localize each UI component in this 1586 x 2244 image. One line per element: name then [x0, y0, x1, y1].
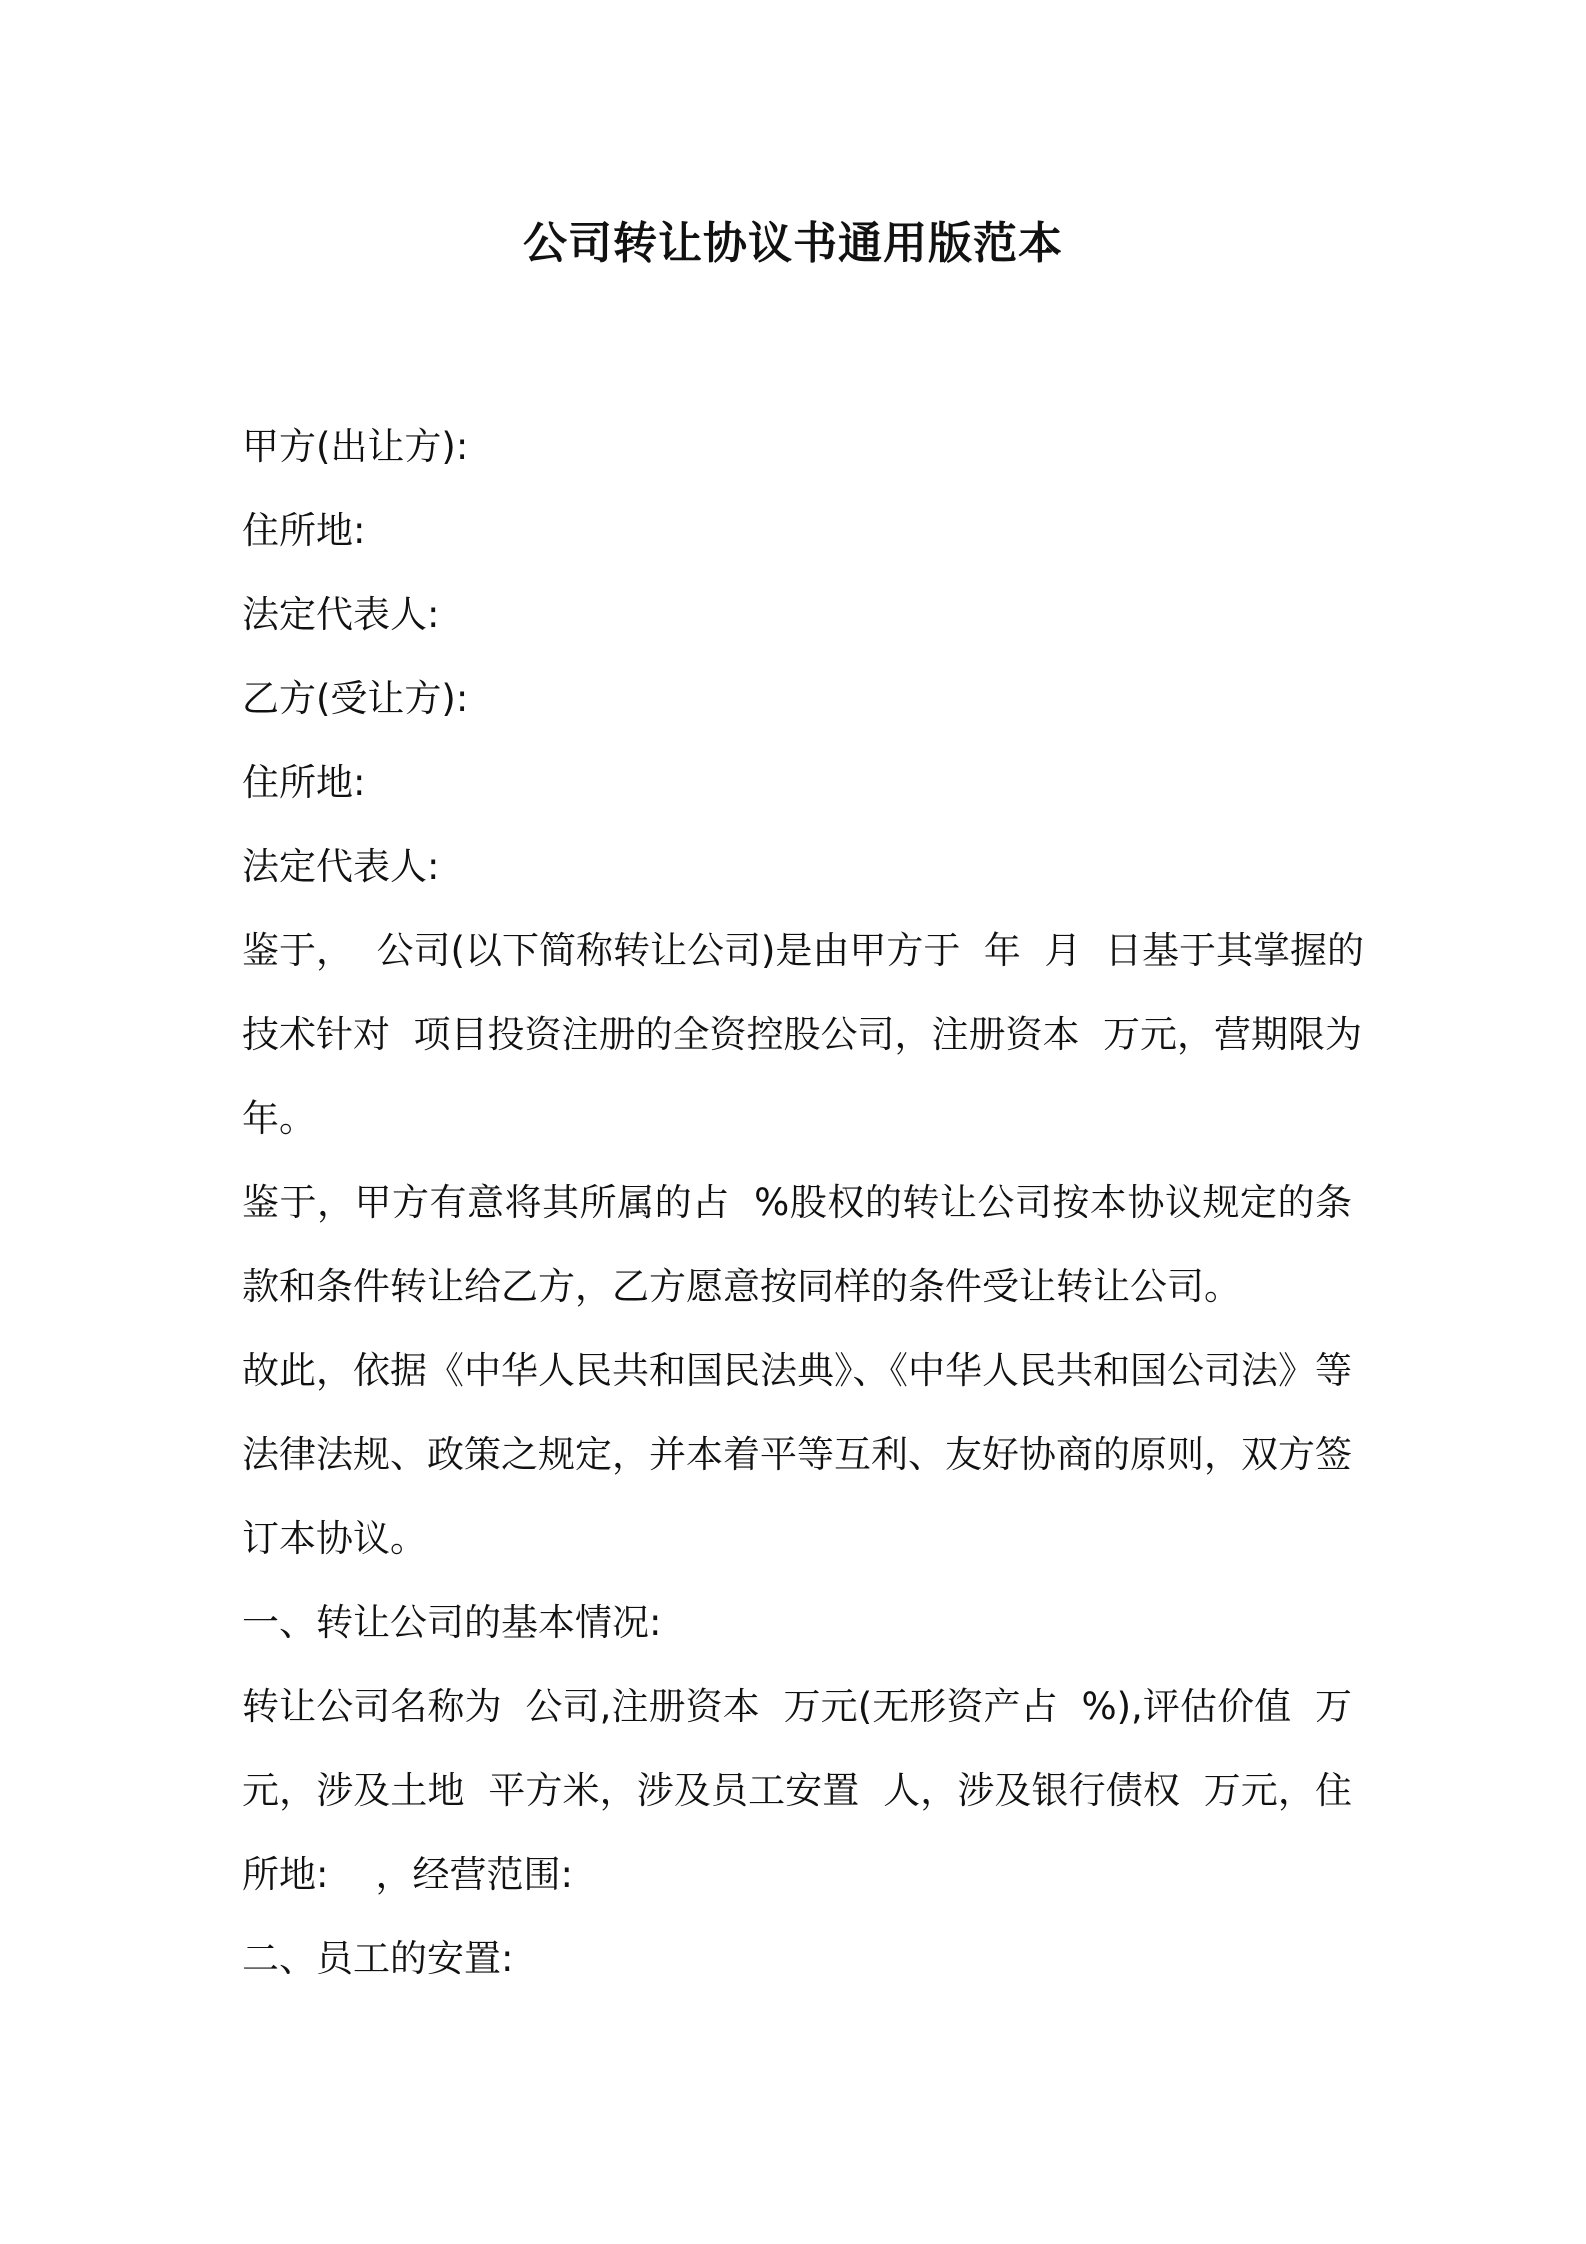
section-1-line-1: 转让公司名称为 公司,注册资本 万元(无形资产占 %),评估价值 万 [242, 1685, 1352, 1728]
party-b-label: 乙方(受让方): [242, 677, 469, 720]
recital-paragraph-3 [242, 1329, 1352, 1581]
party-b-representative-label: 法定代表人: [242, 845, 440, 888]
party-b-address-label: 住所地: [242, 761, 366, 804]
recital-3-line-3: 订本协议。 [242, 1517, 427, 1560]
recital-paragraph-2 [242, 1161, 1352, 1329]
document-body [242, 405, 1364, 2001]
section-1-line-2: 元，涉及土地 平方米，涉及员工安置 人，涉及银行债权 万元，住 [242, 1769, 1352, 1812]
recital-3-line-2: 法律法规、政策之规定，并本着平等互利、友好协商的原则，双方签 [242, 1433, 1352, 1476]
recital-2-line-2: 款和条件转让给乙方，乙方愿意按同样的条件受让转让公司。 [242, 1265, 1241, 1308]
section-1-heading: 一、转让公司的基本情况: [242, 1601, 662, 1644]
recital-3-line-1: 故此，依据《中华人民共和国民法典》、《中华人民共和国公司法》等 [242, 1349, 1352, 1392]
document-title: 公司转让协议书通用版范本 [523, 218, 1063, 269]
section-1-paragraph [242, 1665, 1352, 1917]
recital-1-line-3: 年。 [242, 1097, 316, 1140]
party-a-representative-label: 法定代表人: [242, 593, 440, 636]
recital-1-line-2: 技术针对 项目投资注册的全资控股公司，注册资本 万元，营期限为 [242, 1013, 1363, 1056]
recital-1-line-1: 鉴于， 公司(以下简称转让公司)是由甲方于 年 月 日基于其掌握的 [242, 929, 1364, 972]
recital-paragraph-1 [242, 909, 1364, 1161]
section-1-line-3: 所地: ，经营范围: [242, 1853, 573, 1896]
party-a-address-label: 住所地: [242, 509, 366, 552]
section-2-heading: 二、员工的安置: [242, 1937, 514, 1980]
recital-2-line-1: 鉴于，甲方有意将其所属的占 %股权的转让公司按本协议规定的条 [242, 1181, 1352, 1224]
party-a-label: 甲方(出让方): [242, 425, 469, 468]
